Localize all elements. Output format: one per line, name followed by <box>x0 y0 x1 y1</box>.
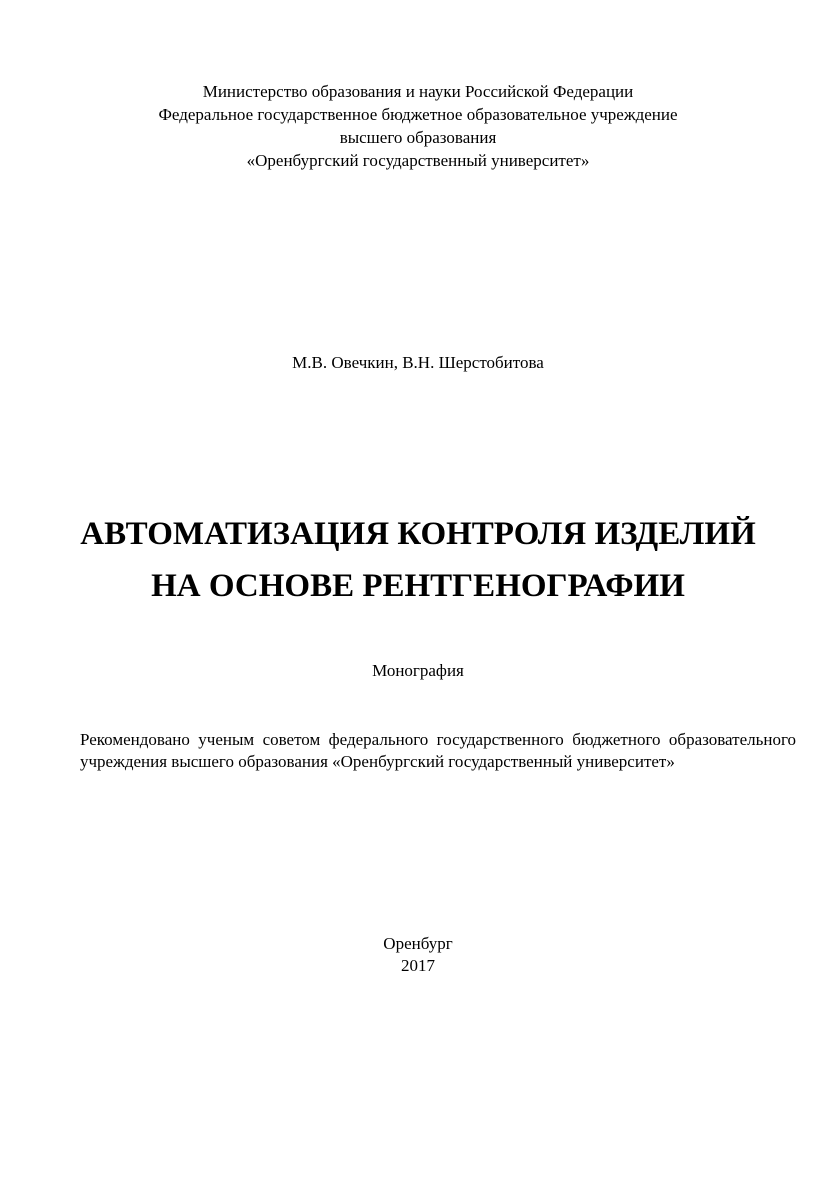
header-line: «Оренбургский государственный университет» <box>246 151 590 170</box>
imprint <box>0 933 836 977</box>
header-line: Министерство образования и науки Российской Федерации <box>202 82 634 101</box>
title-line: НА ОСНОВЕ РЕНТГЕНОГРАФИИ <box>151 568 685 604</box>
recommendation: Рекомендовано ученым советом федерального государственного бюджетного образовательного учреждения высшего образования «Оренбургский государственный университет» <box>80 730 796 771</box>
genre: Монография <box>372 661 464 680</box>
year: 2017 <box>401 956 435 975</box>
city: Оренбург <box>383 934 453 953</box>
header-line: Федеральное государственное бюджетное образовательное учреждение <box>158 105 678 124</box>
book-title <box>0 508 836 612</box>
institution-header <box>0 80 836 172</box>
title-line: АВТОМАТИЗАЦИЯ КОНТРОЛЯ ИЗДЕЛИЙ <box>80 516 756 552</box>
header-line: высшего образования <box>339 128 497 147</box>
authors: М.В. Овечкин, В.Н. Шерстобитова <box>292 353 544 372</box>
